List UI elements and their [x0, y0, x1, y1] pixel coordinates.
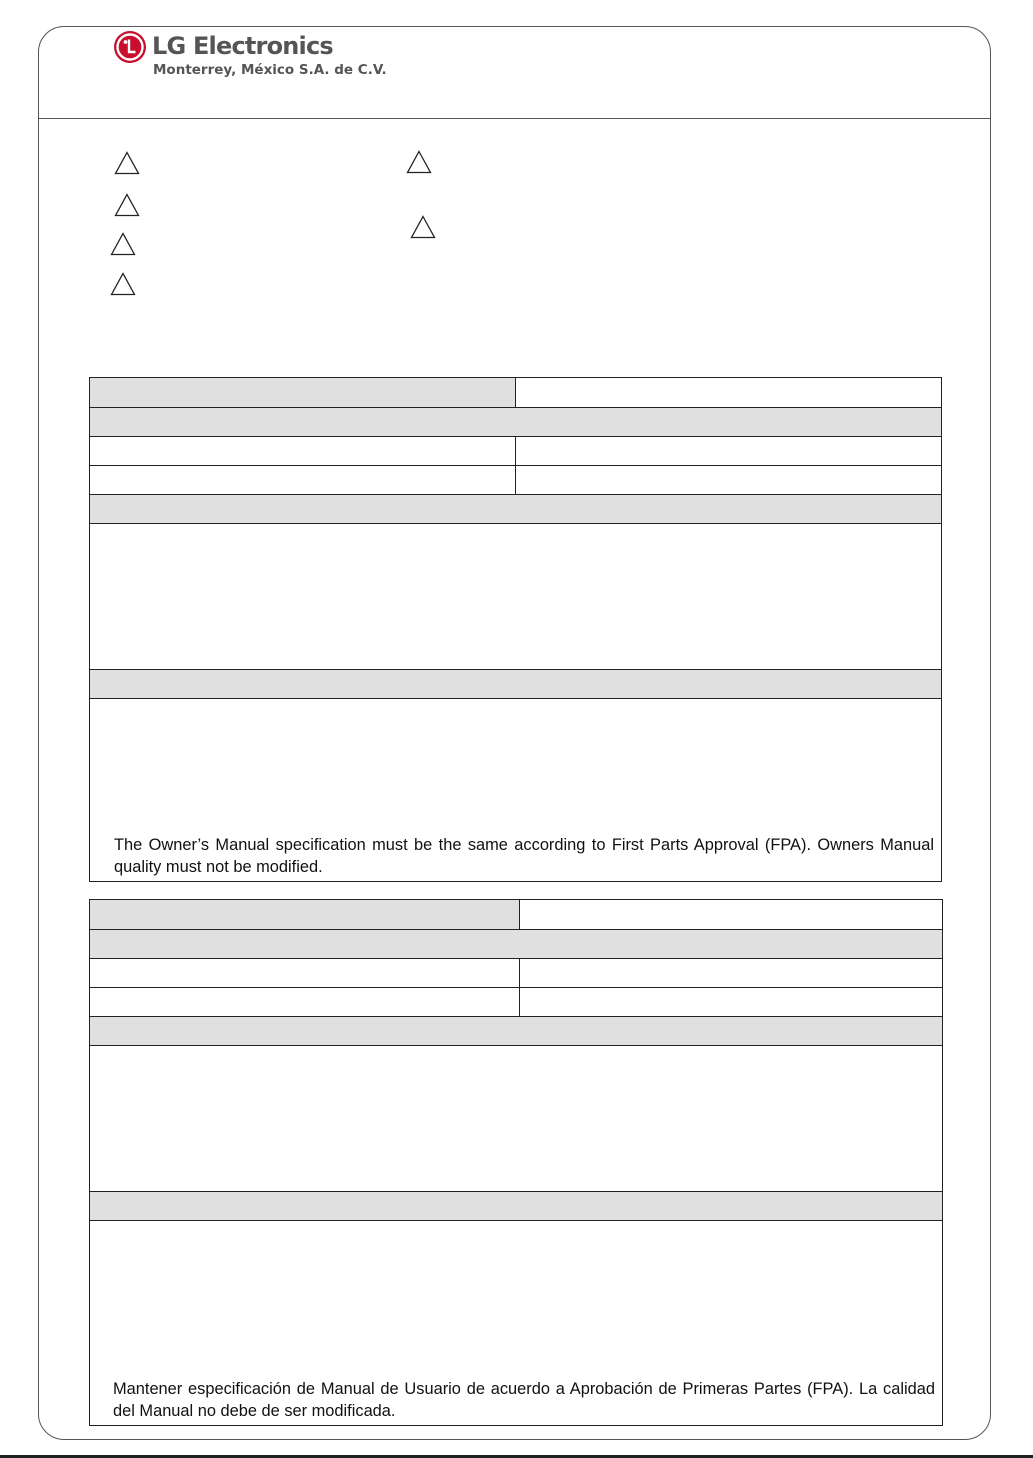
warning-triangle-icon: [406, 150, 432, 174]
table-header-row: [90, 900, 942, 930]
section-header-row: [90, 1192, 942, 1221]
warning-triangle-icon: [110, 232, 136, 256]
table-row: [90, 437, 941, 466]
table-row: [90, 988, 942, 1017]
column-divider: [519, 900, 520, 929]
warning-triangle-icon: [110, 272, 136, 296]
table-row: [90, 466, 941, 495]
section-header-row: [90, 495, 941, 524]
lg-face-logo-icon: [114, 31, 146, 63]
header-divider: [38, 118, 991, 119]
notice-area: [90, 1221, 942, 1424]
column-divider: [519, 959, 520, 987]
spanish-spec-table: [89, 899, 943, 1426]
table-row: [90, 959, 942, 988]
english-spec-table: [89, 377, 942, 882]
column-divider: [519, 988, 520, 1016]
header-value-cell: [519, 900, 942, 929]
column-divider: [515, 437, 516, 465]
section-header-row: [90, 1017, 942, 1046]
content-area: [90, 1046, 942, 1192]
section-header-row: [90, 930, 942, 959]
section-header-row: [90, 408, 941, 437]
column-divider: [515, 378, 516, 407]
header-value-cell: [515, 378, 941, 407]
column-divider: [515, 466, 516, 494]
warning-triangle-icon: [410, 215, 436, 239]
table-header-row: [90, 378, 941, 408]
fpa-notice-spanish: Mantener especificación de Manual de Usuario de acuerdo a Aprobación de Primeras Partes (FPA). La calidad del Manual no debe de ser modificada.: [113, 1380, 935, 1420]
notice-area: [90, 699, 941, 880]
warning-triangle-icon: [114, 193, 140, 217]
brand-name: LG Electronics: [152, 32, 333, 60]
section-header-row: [90, 670, 941, 699]
content-area: [90, 524, 941, 670]
warning-triangle-icon: [114, 151, 140, 175]
company-name: Monterrey, México S.A. de C.V.: [153, 62, 387, 78]
fpa-notice-english: The Owner’s Manual specification must be the same according to First Parts Approval (FPA). Owners Manual quality must not be modified.: [114, 836, 934, 876]
